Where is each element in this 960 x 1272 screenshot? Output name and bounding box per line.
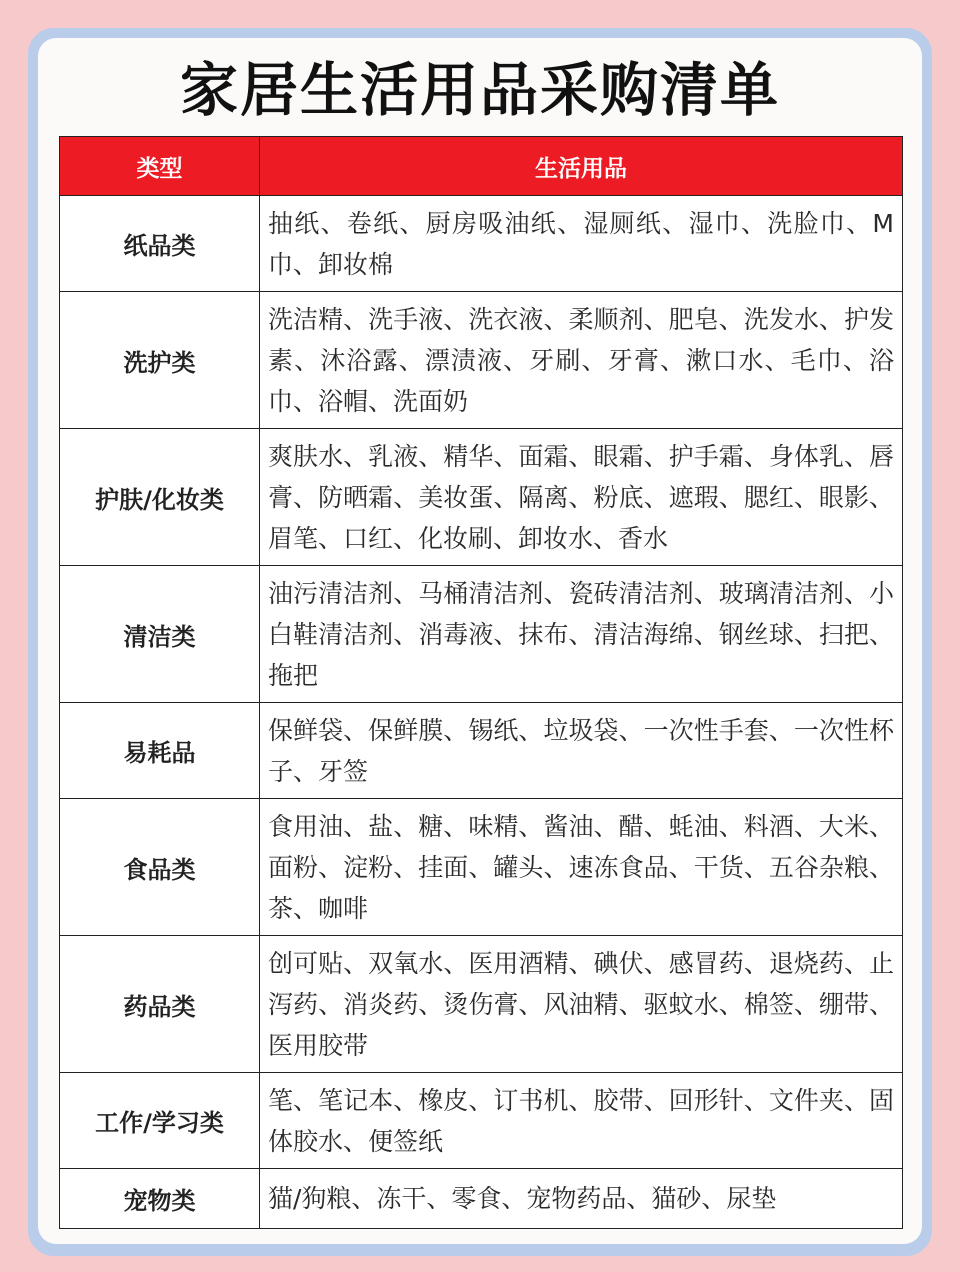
category-label: 易耗品 xyxy=(60,703,260,799)
table-row xyxy=(60,1073,903,1169)
category-label: 宠物类 xyxy=(60,1169,260,1229)
shopping-list-table xyxy=(59,136,903,1229)
category-items: 食用油、盐、糖、味精、酱油、醋、蚝油、料酒、大米、面粉、淀粉、挂面、罐头、速冻食品、干货、五谷杂粮、茶、咖啡 xyxy=(260,799,903,936)
table-row xyxy=(60,799,903,936)
category-items: 洗洁精、洗手液、洗衣液、柔顺剂、肥皂、洗发水、护发素、沐浴露、漂渍液、牙刷、牙膏、漱口水、毛巾、浴巾、浴帽、洗面奶 xyxy=(260,292,903,429)
category-label: 洗护类 xyxy=(60,292,260,429)
header-type: 类型 xyxy=(60,137,260,196)
table-row xyxy=(60,429,903,566)
category-label: 食品类 xyxy=(60,799,260,936)
table-row xyxy=(60,566,903,703)
page-title: 家居生活用品采购清单 xyxy=(179,56,780,124)
table-row xyxy=(60,196,903,292)
category-items: 创可贴、双氧水、医用酒精、碘伏、感冒药、退烧药、止泻药、消炎药、烫伤膏、风油精、驱蚊水、棉签、绷带、医用胶带 xyxy=(260,936,903,1073)
category-label: 纸品类 xyxy=(60,196,260,292)
table-row xyxy=(60,1169,903,1229)
category-items: 爽肤水、乳液、精华、面霜、眼霜、护手霜、身体乳、唇膏、防晒霜、美妆蛋、隔离、粉底、遮瑕、腮红、眼影、眉笔、口红、化妆刷、卸妆水、香水 xyxy=(260,429,903,566)
category-items: 猫/狗粮、冻干、零食、宠物药品、猫砂、尿垫 xyxy=(260,1169,903,1229)
category-items: 保鲜袋、保鲜膜、锡纸、垃圾袋、一次性手套、一次性杯子、牙签 xyxy=(260,703,903,799)
table-row xyxy=(60,703,903,799)
table-row xyxy=(60,936,903,1073)
category-items: 油污清洁剂、马桶清洁剂、瓷砖清洁剂、玻璃清洁剂、小白鞋清洁剂、消毒液、抹布、清洁海绵、钢丝球、扫把、拖把 xyxy=(260,566,903,703)
table-row xyxy=(60,292,903,429)
category-items: 笔、笔记本、橡皮、订书机、胶带、回形针、文件夹、固体胶水、便签纸 xyxy=(260,1073,903,1169)
category-label: 清洁类 xyxy=(60,566,260,703)
header-items: 生活用品 xyxy=(260,137,903,196)
category-items: 抽纸、卷纸、厨房吸油纸、湿厕纸、湿巾、洗脸巾、M巾、卸妆棉 xyxy=(260,196,903,292)
category-label: 护肤/化妆类 xyxy=(60,429,260,566)
table-header-row xyxy=(60,137,903,196)
category-label: 工作/学习类 xyxy=(60,1073,260,1169)
category-label: 药品类 xyxy=(60,936,260,1073)
